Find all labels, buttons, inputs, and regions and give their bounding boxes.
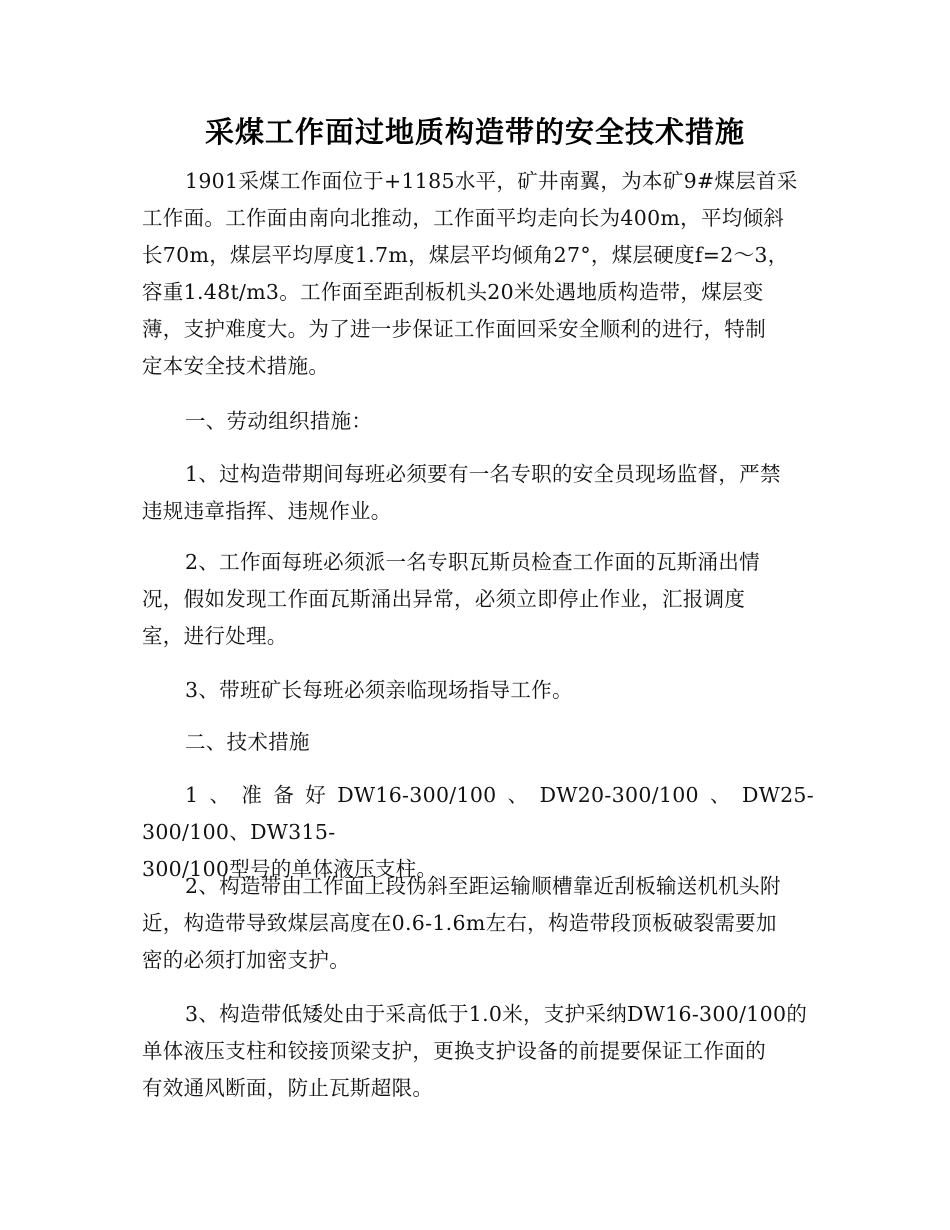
technical-item-1: 1、准备好DW16-300/100、DW20-300/100、DW25-300/100、DW315- 300/100型号的单体液压支柱。 — [142, 783, 814, 881]
labor-item-3: 3、带班矿长每班必须亲临现场指导工作。 — [185, 678, 573, 702]
technical-item-2: 2、构造带由工作面上段伪斜至距运输顺槽靠近刮板输送机机头附 近，构造带导致煤层高度在0.6-1.6m左右，构造带段顶板破裂需要加 密的必须打加密支护。 — [142, 874, 781, 972]
technical-item-3: 3、构造带低矮处由于采高低于1.0米，支护采纳DW16-300/100的 单体液压支柱和铰接顶梁支护，更换支护设备的前提要保证工作面的 有效通风断面，防止瓦斯超限。 — [142, 1002, 808, 1100]
labor-item-2: 2、工作面每班必须派一名专职瓦斯员检查工作面的瓦斯涌出情 况，假如发现工作面瓦斯涌出异常，必须立即停止作业，汇报调度 室，进行处理。 — [142, 550, 760, 648]
intro-paragraph: 1901采煤工作面位于+1185水平，矿井南翼，为本矿9#煤层首采 工作面。工作面由南向北推动，工作面平均走向长为400m，平均倾斜 长70m，煤层平均厚度1.7m，煤层平均倾角27°，煤层硬度f=2～3， 容重1.48t/m3。工作面至距刮板机头20米处遇地质构造带，煤层变 薄，支护难度大。为了进一步保证工作面回采安全顺利的进行，特制 定本安全技术措施。 — [142, 169, 798, 378]
labor-item-1: 1、过构造带期间每班必须要有一名专职的安全员现场监督，严禁 违规违章指挥、违规作业。 — [142, 462, 781, 523]
document-title: 采煤工作面过地质构造带的安全技术措施 — [204, 115, 745, 149]
section-heading-technical: 二、技术措施 — [185, 730, 310, 754]
section-heading-labor: 一、劳动组织措施： — [185, 409, 373, 433]
